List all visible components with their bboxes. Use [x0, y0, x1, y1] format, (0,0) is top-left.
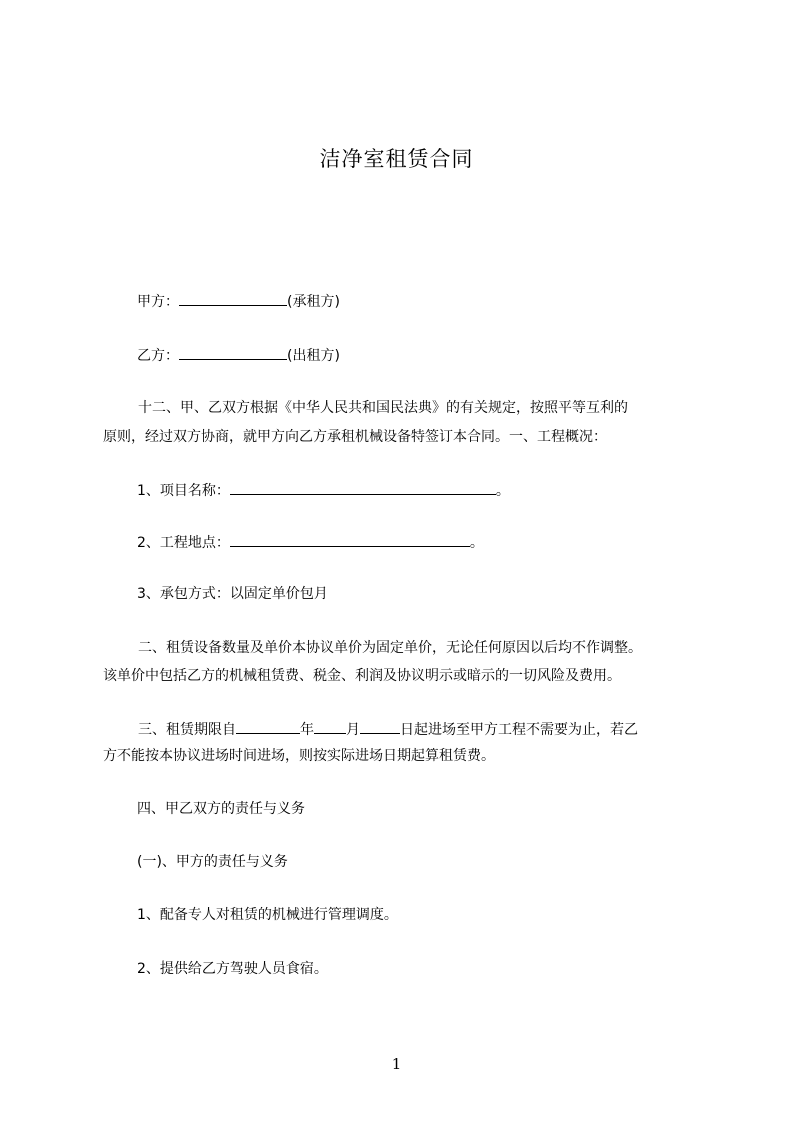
- party-b-label: 乙方：: [137, 348, 179, 364]
- para3-year: 年: [300, 722, 314, 738]
- item-contract-method: 3、承包方式：以固定单价包月: [137, 586, 328, 602]
- party-a-label: 甲方：: [137, 294, 179, 310]
- lease-month-blank: [314, 720, 346, 734]
- section4-heading: 四、甲乙双方的责任与义务: [137, 801, 305, 817]
- party-b-blank: [179, 346, 287, 360]
- item2-end: 。: [469, 535, 484, 551]
- item1-label: 1、项目名称：: [137, 483, 230, 499]
- lease-day-blank: [360, 720, 400, 734]
- para3-suffix: 日起进场至甲方工程不需要为止，若乙: [400, 722, 638, 738]
- party-a-line: [103, 292, 737, 311]
- para3-line1: [138, 720, 738, 739]
- party-a-role: (承租方): [287, 294, 340, 310]
- para3-prefix: 三、租赁期限自: [138, 722, 236, 738]
- intro-paragraph-line1: 十二、甲、乙双方根据《中华人民共和国民法典》的有关规定，按照平等互利的: [138, 400, 628, 416]
- para2-line2: 该单价中包括乙方的机械租赁费、税金、利润及协议明示或暗示的一切风险及费用。: [103, 668, 621, 684]
- duty-item-2: 2、提供给乙方驾驶人员食宿。: [137, 961, 328, 977]
- item2-label: 2、工程地点：: [137, 535, 230, 551]
- party-b-role: (出租方): [287, 348, 340, 364]
- document-title: 洁净室租赁合同: [319, 147, 474, 171]
- lease-year-blank: [236, 720, 300, 734]
- project-location-blank: [230, 533, 470, 547]
- para2-line1: 二、租赁设备数量及单价本协议单价为固定单价，无论任何原因以后均不作调整。: [138, 640, 642, 656]
- section4-sub1-heading: (一)、甲方的责任与义务: [137, 854, 288, 870]
- item-project-location: [103, 533, 737, 552]
- party-b-line: [103, 346, 737, 365]
- party-a-blank: [179, 292, 287, 306]
- item-project-name: [103, 481, 737, 500]
- item1-end: 。: [495, 483, 510, 499]
- para3-line2: 方不能按本协议进场时间进场，则按实际进场日期起算租赁费。: [103, 748, 495, 764]
- intro-paragraph-line2: 原则，经过双方协商，就甲方向乙方承租机械设备特签订本合同。一、工程概况：: [103, 429, 607, 445]
- duty-item-1: 1、配备专人对租赁的机械进行管理调度。: [137, 907, 398, 923]
- para3-month: 月: [346, 722, 360, 738]
- project-name-blank: [230, 481, 496, 495]
- page-number: 1: [391, 1055, 402, 1073]
